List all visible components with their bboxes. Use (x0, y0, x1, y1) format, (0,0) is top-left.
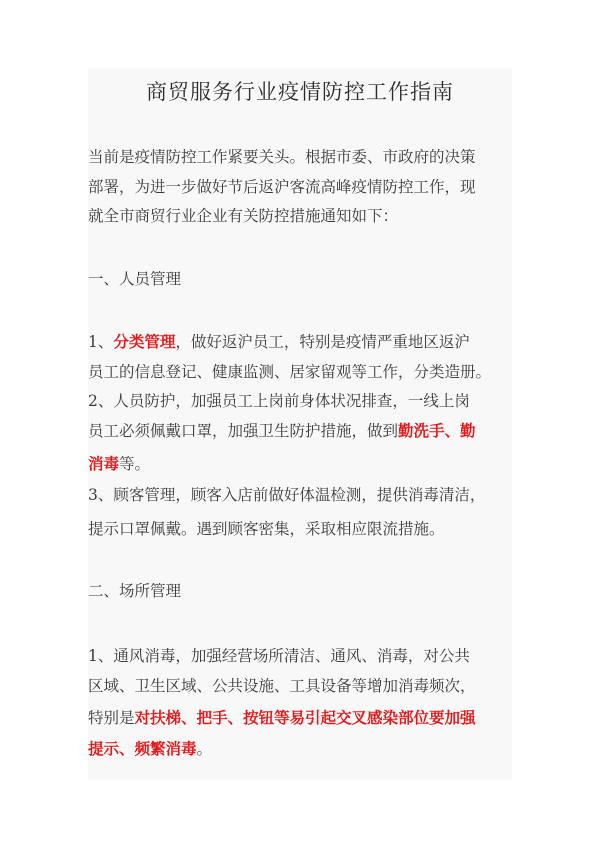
intro-line-3: 就全市商贸行业企业有关防控措施通知如下： (88, 207, 399, 225)
item3-line-1: 3、顾客管理，顾客入店前做好体温检测，提供消毒清洁， (88, 486, 486, 504)
item2-line-2 (88, 419, 512, 443)
item2-line2-pre: 员工必须佩戴口罩，加强卫生防护措施，做到 (88, 422, 399, 440)
item2-line2-highlight: 勤洗手、勤 (398, 421, 476, 440)
item4-line4-highlight: 提示、频繁消毒 (88, 739, 197, 758)
item1-line-1 (88, 330, 512, 354)
intro-line-1: 当前是疫情防控工作紧要关头。根据市委、市政府的决策 (88, 148, 476, 166)
item2-line3-rest: 等。 (119, 455, 151, 473)
item1-line1-rest: ，做好返沪员工，特别是疫情严重地区返沪 (175, 333, 470, 351)
section-heading-premises: 二、场所管理 (88, 582, 182, 600)
item2-line3-highlight: 消毒 (88, 454, 120, 473)
document-title: 商贸服务行业疫情防控工作指南 (146, 80, 454, 104)
item2-line-3 (88, 452, 512, 476)
item4-line3-highlight: 对扶梯、把手、按钮等易引起交叉感染部位要加强 (134, 708, 476, 727)
item4-line4-rest: 。 (196, 740, 213, 758)
item1-highlight: 分类管理 (113, 332, 176, 351)
section-heading-personnel: 一、人员管理 (88, 270, 182, 288)
item3-line-2: 提示口罩佩戴。遇到顾客密集，采取相应限流措施。 (88, 520, 445, 538)
item4-line-4 (88, 737, 512, 761)
item4-line3-pre: 特别是 (88, 709, 135, 727)
intro-line-2: 部署，为进一步做好节后返沪客流高峰疫情防控工作，现 (88, 178, 476, 196)
document-page (88, 68, 512, 780)
item2-line-1: 2、人员防护，加强员工上岗前身体状况排查，一线上岗 (88, 392, 470, 410)
item1-prefix: 1、 (88, 333, 114, 351)
item4-line-2: 区域、卫生区域、公共设施、工具设备等增加消毒频次， (88, 677, 476, 695)
item4-line-3 (88, 706, 512, 730)
item1-line-2: 员工的信息登记、健康监测、居家留观等工作，分类造册。 (88, 363, 492, 381)
item4-line-1: 1、通风消毒，加强经营场所清洁、通风、消毒，对公共 (88, 647, 470, 665)
